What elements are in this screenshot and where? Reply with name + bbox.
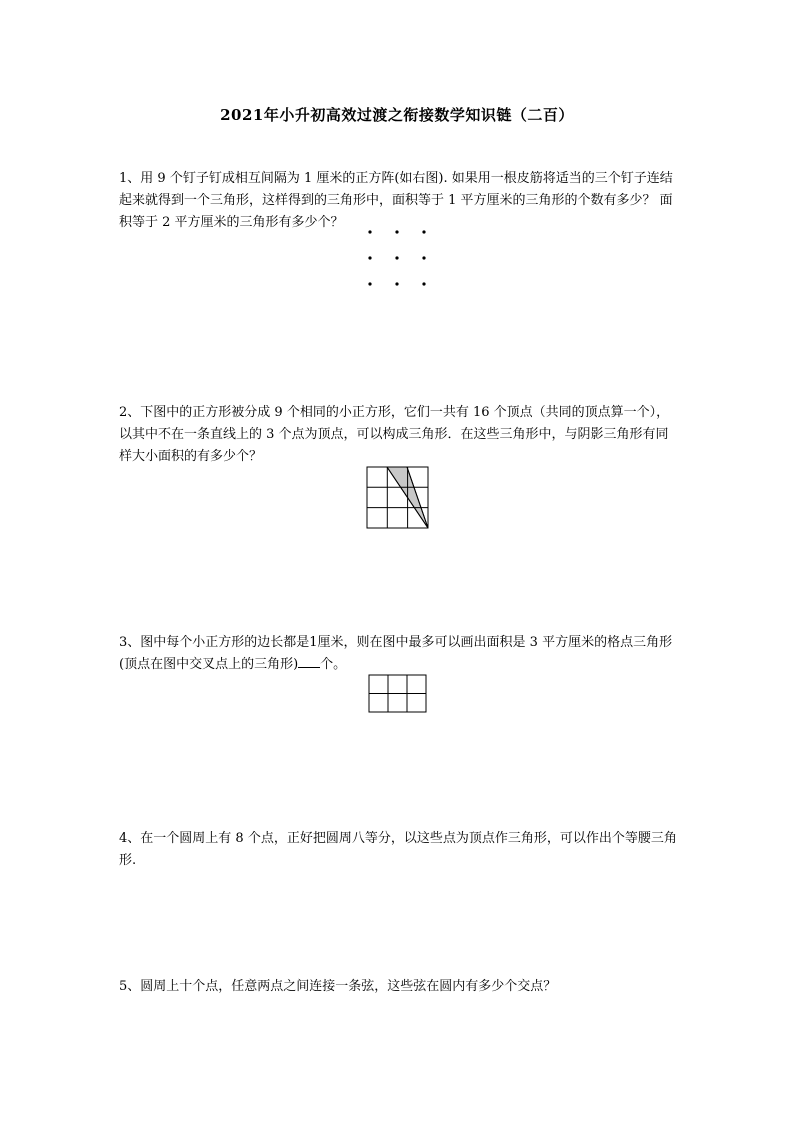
nail-dot (368, 230, 371, 233)
nail-dot (422, 282, 425, 285)
question-5-number: 5、 (119, 979, 141, 994)
question-3-text: 图中每个小正方形的边长都是1厘米，则在图中最多可以画出面积是 3 平方厘米的格点三角形(顶点在图中交叉点上的三角形) (119, 635, 673, 672)
question-3-text-after: 个。 (320, 657, 347, 672)
question-1-number: 1、 (119, 171, 141, 186)
question-3-number: 3、 (119, 635, 141, 650)
question-2 (119, 402, 679, 468)
nail-dot (422, 256, 425, 259)
nail-dot (395, 230, 398, 233)
two-by-three-grid (368, 674, 428, 714)
nail-dot (422, 230, 425, 233)
page-title: 2021年小升初高效过渡之衔接数学知识链（二百） (220, 106, 574, 124)
question-4 (119, 828, 679, 872)
question-1-text: 用 9 个钉子钉成相互间隔为 1 厘米的正方阵(如右图). 如果用一根皮筋将适当的三个钉子连结起来就得到一个三角形，这样得到的三角形中，面积等于 1 平方厘米的三角形的个数有多少？ 面积等于 2 平方厘米的三角形有多少个？ (119, 171, 673, 230)
question-2-text: 下图中的正方形被分成 9 个相同的小正方形，它们一共有 16 个顶点（共同的顶点算一个），以其中不在一条直线上的 3 个点为顶点，可以构成三角形．在这些三角形中，与阴影三角形有同样大小面积的有多少个？ (119, 405, 670, 464)
nail-dot (368, 282, 371, 285)
shaded-triangle-grid (366, 466, 430, 530)
question-4-text: 在一个圆周上有 8 个点，正好把圆周八等分，以这些点为顶点作三角形，可以作出个等腰三角形. (119, 831, 677, 868)
question-2-number: 2、 (119, 405, 141, 420)
nine-nail-dot-grid (360, 222, 434, 294)
question-4-number: 4、 (119, 831, 141, 846)
answer-blank[interactable] (298, 655, 320, 668)
question-5-text: 圆周上十个点，任意两点之间连接一条弦，这些弦在圆内有多少个交点？ (140, 979, 557, 994)
question-5 (119, 976, 679, 998)
question-3 (119, 632, 679, 676)
nail-dot (395, 282, 398, 285)
nail-dot (395, 256, 398, 259)
nail-dot (368, 256, 371, 259)
